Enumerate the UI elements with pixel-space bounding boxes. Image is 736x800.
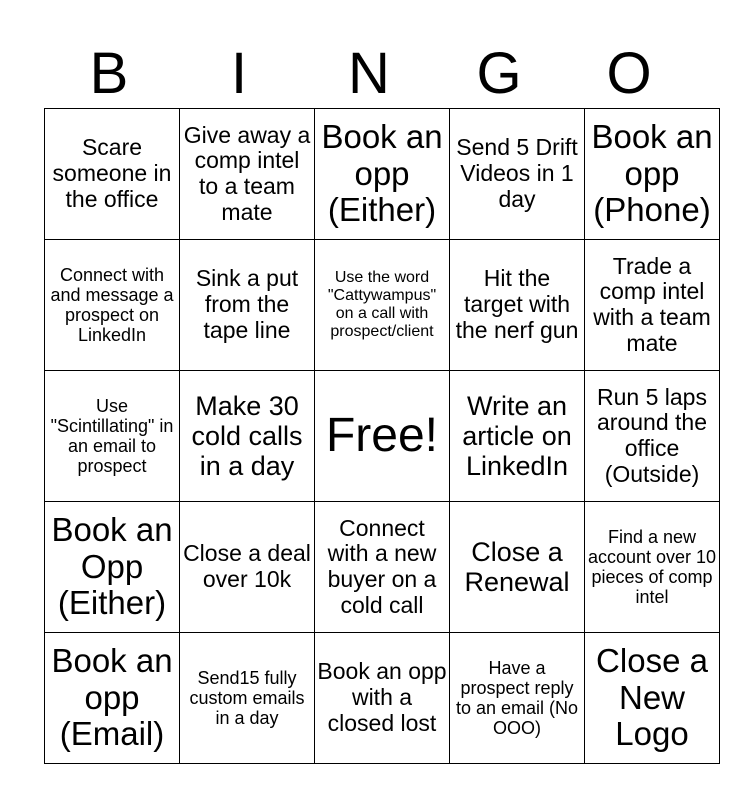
bingo-cell: Close a New Logo xyxy=(585,633,720,764)
board-row-2 xyxy=(45,240,720,371)
bingo-cell: Make 30 cold calls in a day xyxy=(180,371,315,502)
bingo-cell: Trade a comp intel with a team mate xyxy=(585,240,720,371)
bingo-cell: Hit the target with the nerf gun xyxy=(450,240,585,371)
header-letter-i: I xyxy=(230,41,248,106)
board-row-3 xyxy=(45,371,720,502)
bingo-board xyxy=(44,108,720,764)
bingo-cell: Book an Opp (Either) xyxy=(45,502,180,633)
header-letter-b: B xyxy=(89,41,129,106)
bingo-cell: Use the word "Cattywampus" on a call with prospect/client xyxy=(315,240,450,371)
board-row-4 xyxy=(45,502,720,633)
board-row-1 xyxy=(45,109,720,240)
bingo-cell: Write an article on LinkedIn xyxy=(450,371,585,502)
board-row-5 xyxy=(45,633,720,764)
bingo-cell: Connect with a new buyer on a cold call xyxy=(315,502,450,633)
bingo-cell: Book an opp (Email) xyxy=(45,633,180,764)
bingo-cell: Send15 fully custom emails in a day xyxy=(180,633,315,764)
bingo-cell: Close a Renewal xyxy=(450,502,585,633)
bingo-cell: Send 5 Drift Videos in 1 day xyxy=(450,109,585,240)
bingo-cell: Run 5 laps around the office (Outside) xyxy=(585,371,720,502)
bingo-cell: Scare someone in the office xyxy=(45,109,180,240)
bingo-cell: Find a new account over 10 pieces of comp intel xyxy=(585,502,720,633)
bingo-cell: Book an opp (Either) xyxy=(315,109,450,240)
bingo-cell: Connect with and message a prospect on LinkedIn xyxy=(45,240,180,371)
bingo-cell: Have a prospect reply to an email (No OOO) xyxy=(450,633,585,764)
header-letter-n: N xyxy=(348,41,390,106)
bingo-cell: Give away a comp intel to a team mate xyxy=(180,109,315,240)
bingo-header xyxy=(44,40,694,108)
bingo-cell: Book an opp with a closed lost xyxy=(315,633,450,764)
bingo-cell: Close a deal over 10k xyxy=(180,502,315,633)
header-letter-g: G xyxy=(476,41,522,106)
free-space-cell: Free! xyxy=(315,371,450,502)
header-letter-o: O xyxy=(606,41,652,106)
bingo-cell: Sink a put from the tape line xyxy=(180,240,315,371)
bingo-cell: Book an opp (Phone) xyxy=(585,109,720,240)
bingo-cell: Use "Scintillating" in an email to prospect xyxy=(45,371,180,502)
